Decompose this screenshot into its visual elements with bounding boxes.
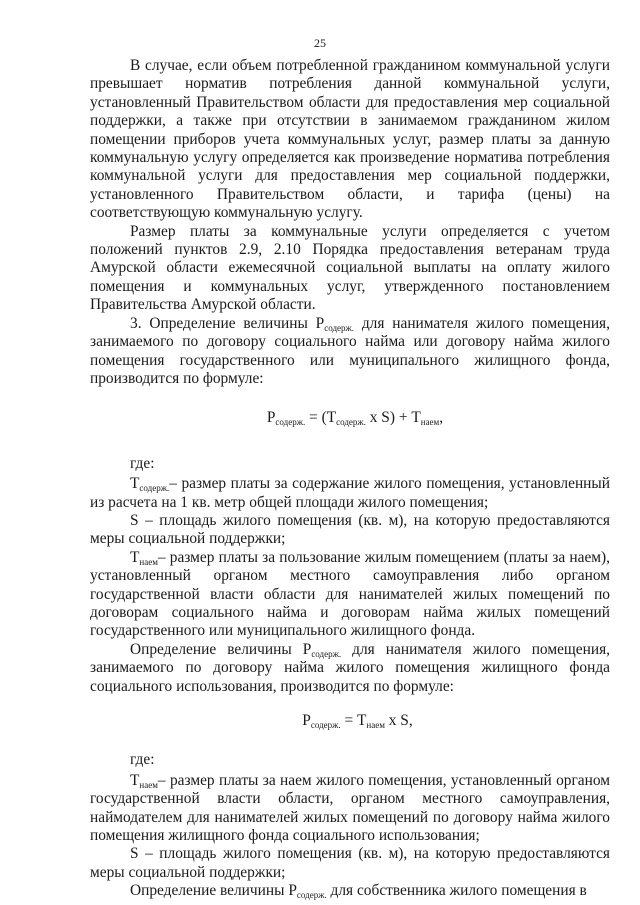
- definition-rent-fee: $Т_{наем}-$ размер платы за пользование жилым помещением (платы за наем), установленный органом местного самоуправления либо органом государственной власти области для нанимателей жилых помещений по договорам социального найма и договорам найма жилых помещений государственного или муниципального жилищного фонда.: [90, 548, 610, 640]
- definition-area: S – площадь жилого помещения (кв. м), на которую предоставляются меры социальной поддержки;: [90, 511, 610, 548]
- where-label: где:: [130, 454, 155, 472]
- definition-area-2: S – площадь жилого помещения (кв. м), на которую предоставляются меры социальной поддержки;: [90, 845, 610, 881]
- paragraph-owner: Определение величины $Р_{содерж.}$ для собственника жилого помещения в: [130, 882, 587, 901]
- paragraph-section-3: 3. Определение величины $Р_{содерж.}$ для нанимателя жилого помещения, занимаемого по договору социального найма или договору найма жилого помещения государственного или муниципального жилищного фонда, производится по формуле:: [90, 314, 610, 387]
- paragraph-payment-provisions: Размер платы за коммунальные услуги определяется с учетом положений пунктов 2.9, 2.10 Порядка предоставления ветеранам труда Амурской области ежемесячной социальной выплаты на оплату жилого помещения и коммунальных услуг, утвержденного постановлением Правительства Амурской области.: [90, 222, 610, 314]
- definition-maintenance-fee: $Т_{содерж.}-$ размер платы за содержание жилого помещения, установленный из расчета на 1 кв. метр общей площади жилого помещения;: [90, 475, 610, 511]
- document-body: [90, 57, 610, 901]
- paragraph-social-use-fund: Определение величины $Р_{содерж.}$ для нанимателя жилого помещения, занимаемого по договору найма жилого помещения жилищного фонда социального использования, производится по формуле:: [90, 640, 610, 695]
- formula-social-use-rent: $Р_{содерж.} = Т_{наем}$ х S,: [302, 712, 413, 730]
- paragraph-overconsumption: В случае, если объем потребленной гражданином коммунальной услуги превышает норматив потребления данной коммунальной услуги, установленный Правительством области для предоставления мер социальной поддержки, а также при отсутствии в занимаемом гражданином жилом помещении приборов учета коммунальных услуг, размер платы за данную коммунальную услугу определяется как произведение норматива потребления коммунальной услуги для предоставления мер социальной поддержки, установленного Правительством области, и тарифа (цены) на соответствующую коммунальную услугу.: [90, 57, 610, 222]
- definition-rent-fee-social-use: $Т_{наем}-$ размер платы за наем жилого помещения, установленный органом государственной власти области, органом местного самоуправления, наймодателем для нанимателей жилых помещений по договору найма жилого помещения жилищного фонда социального использования;: [90, 771, 610, 845]
- formula-social-rent: $Р_{содерж.} = (Т_{содерж.}$ х $S) + Т_{наем}$,: [266, 409, 444, 428]
- page-number: 25: [314, 36, 326, 50]
- where-label-2: где:: [130, 751, 155, 769]
